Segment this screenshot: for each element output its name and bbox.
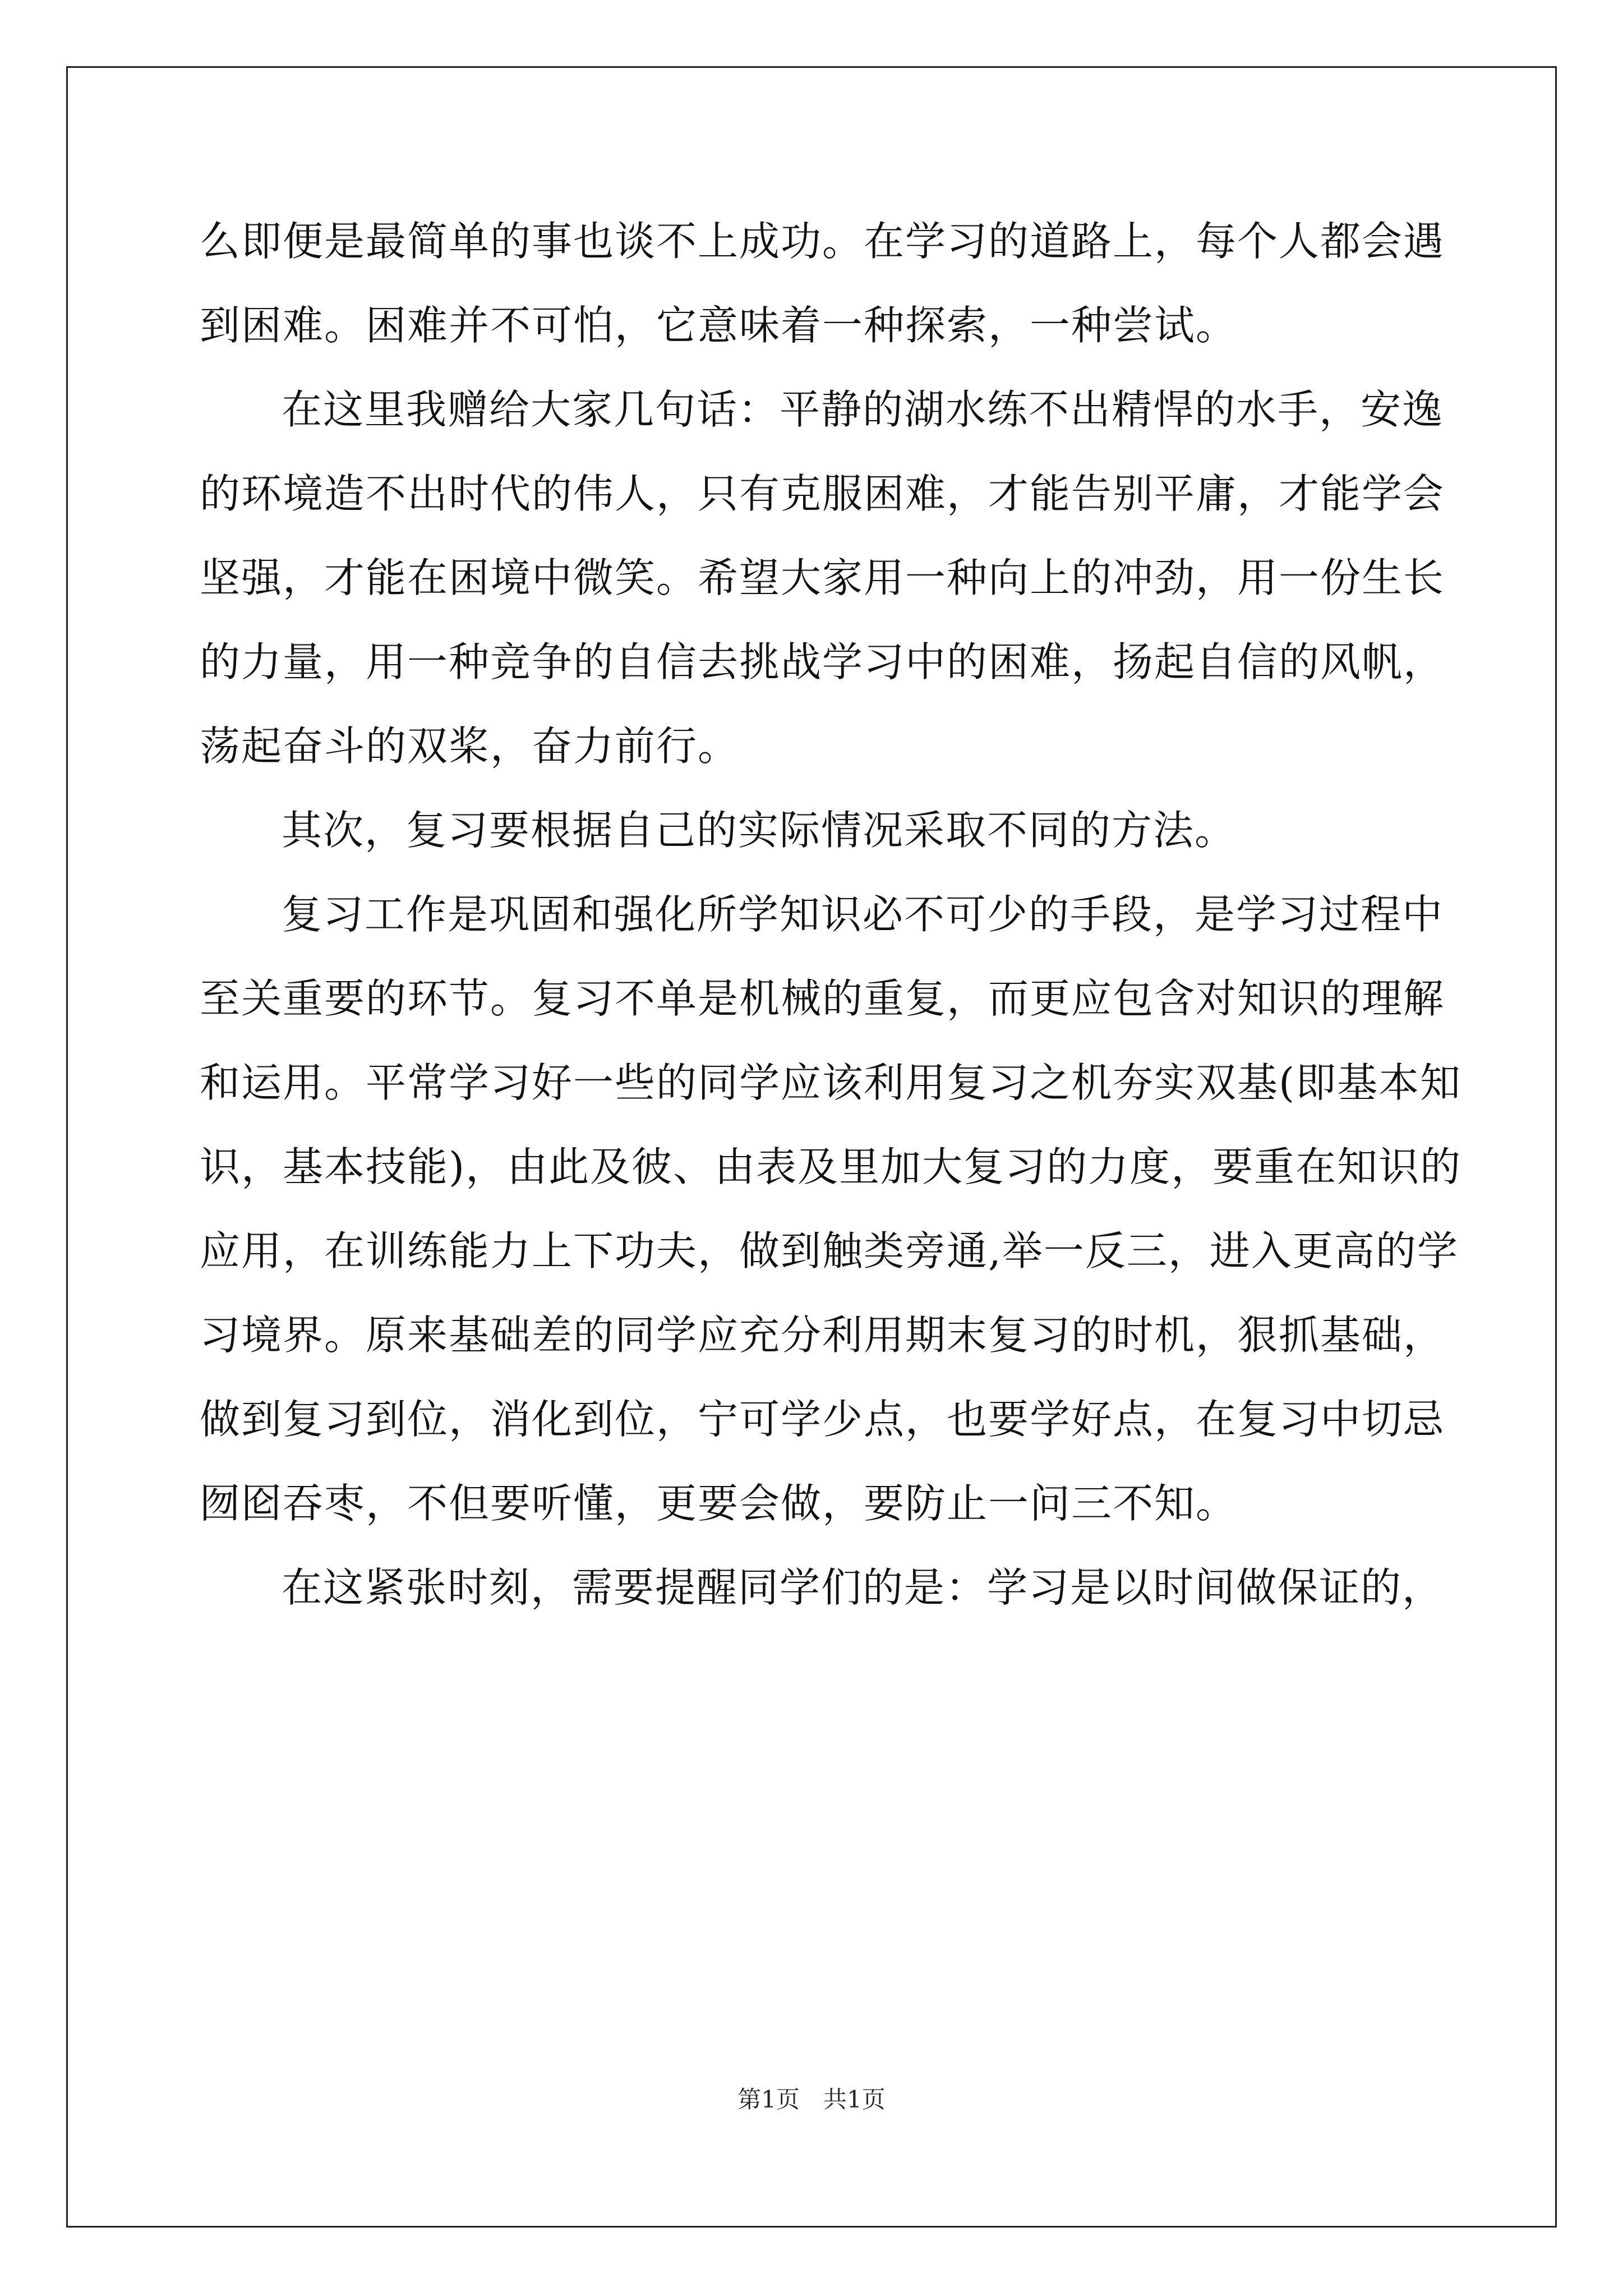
page-footer: 第1页 共1页 [737, 2086, 886, 2113]
text-line: 至关重要的环节。复习不单是机械的重复，而更应包含对知识的理解 [200, 975, 1445, 1022]
text-line: 复习工作是巩固和强化所学知识必不可少的手段，是学习过程中 [282, 891, 1444, 938]
text-line: 囫囵吞枣，不但要听懂，更要会做，要防止一问三不知。 [200, 1480, 1238, 1527]
text-line: 其次，复习要根据自己的实际情况采取不同的方法。 [282, 807, 1237, 854]
text-line: 识，基本技能)，由此及彼、由表及里加大复习的力度，要重在知识的 [200, 1143, 1462, 1190]
text-line: 应用，在训练能力上下功夫，做到触类旁通,举一反三，进入更高的学 [200, 1227, 1459, 1274]
text-line: 在这紧张时刻，需要提醒同学们的是：学习是以时间做保证的， [282, 1564, 1444, 1611]
text-line: 在这里我赠给大家几句话：平静的湖水练不出精悍的水手，安逸 [282, 386, 1444, 433]
text-line: 做到复习到位，消化到位，宁可学少点，也要学好点，在复习中切忌 [200, 1396, 1445, 1443]
text-line: 荡起奋斗的双桨，奋力前行。 [200, 723, 740, 770]
text-line: 坚强，才能在困境中微笑。希望大家用一种向上的冲劲，用一份生长 [200, 554, 1445, 601]
text-line: 习境界。原来基础差的同学应充分利用期末复习的时机，狠抓基础， [200, 1312, 1445, 1359]
text-line: 么即便是最简单的事也谈不上成功。在学习的道路上，每个人都会遇 [200, 218, 1445, 265]
text-line: 和运用。平常学习好一些的同学应该利用复习之机夯实双基(即基本知 [200, 1059, 1462, 1106]
text-line: 到困难。困难并不可怕，它意味着一种探索，一种尝试。 [200, 302, 1238, 349]
text-line: 的环境造不出时代的伟人，只有克服困难，才能告别平庸，才能学会 [200, 470, 1445, 517]
text-line: 的力量，用一种竞争的自信去挑战学习中的困难，扬起自信的风帆， [200, 638, 1445, 685]
